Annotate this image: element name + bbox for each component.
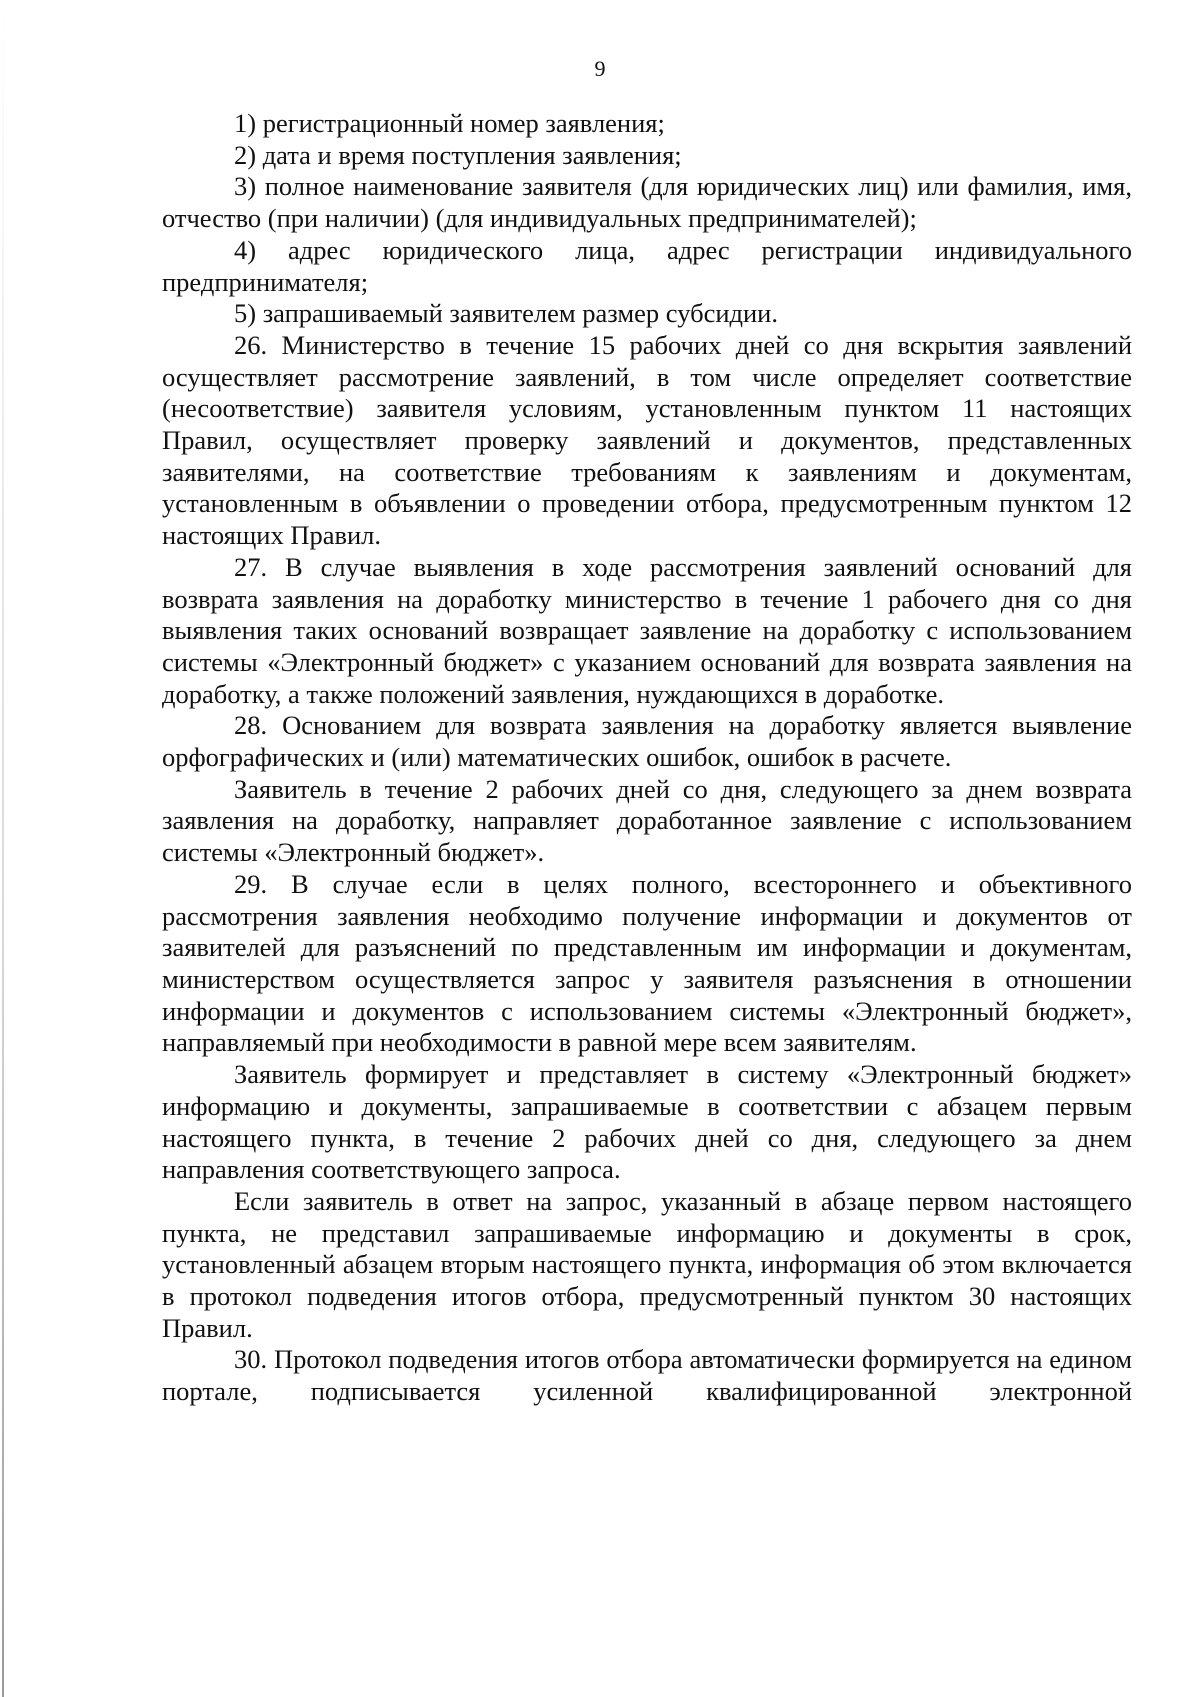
list-item-registration-number: 1) регистрационный номер заявления; — [234, 108, 665, 138]
paragraph-30: 30. Протокол подведения итогов отбора автоматически формируется на едином портале, подписывается усиленной квалифицированной электронной — [162, 1344, 1132, 1407]
list-item-date-time: 2) дата и время поступления заявления; — [234, 139, 682, 170]
list-item-address: 4) адрес юридического лица, адрес регистрации индивидуального предпринимателя; — [162, 234, 1132, 297]
paragraph-28: 28. Основанием для возврата заявления на доработку является выявление орфографических и (или) математических ошибок, ошибок в расчете. — [162, 710, 1132, 773]
scan-edge-shadow — [2, 0, 4, 1697]
document-body — [162, 108, 1132, 1408]
list-item-applicant-name: 3) полное наименование заявителя (для юридических лиц) или фамилия, имя, отчество (при наличии) (для индивидуальных предпринимателей); — [162, 171, 1132, 234]
paragraph-29-applicant: Заявитель формирует и представляет в систему «Электронный бюджет» информацию и документы, запрашиваемые в соответствии с абзацем первым настоящего пункта, в течение 2 рабочих дней со дня, следующего за днем направления соответствующего запроса. — [162, 1059, 1132, 1185]
page-number: 9 — [594, 56, 606, 81]
paragraph-29: 29. В случае если в целях полного, всестороннего и объективного рассмотрения заявления необходимо получение информации и документов от заявителей для разъяснений по представленным им информации и документам, министерством осуществляется запрос у заявителя разъяснения в отношении информации и документов с использованием системы «Электронный бюджет», направляемый при необходимости в равной мере всем заявителям. — [162, 868, 1132, 1058]
list-item-subsidy-amount: 5) запрашиваемый заявителем размер субсидии. — [234, 298, 778, 329]
paragraph-28-applicant: Заявитель в течение 2 рабочих дней со дня, следующего за днем возврата заявления на доработку, направляет доработанное заявление с использованием системы «Электронный бюджет». — [162, 773, 1132, 868]
paragraph-29-no-response: Если заявитель в ответ на запрос, указанный в абзаце первом настоящего пункта, не представил запрашиваемые информацию и документы в срок, установленный абзацем вторым настоящего пункта, информация об этом включается в протокол подведения итогов отбора, предусмотренный пунктом 30 настоящих Правил. — [162, 1185, 1132, 1343]
paragraph-27: 27. В случае выявления в ходе рассмотрения заявлений оснований для возврата заявления на доработку министерство в течение 1 рабочего дня со дня выявления таких оснований возвращает заявление на доработку с использованием системы «Электронный бюджет» с указанием оснований для возврата заявления на доработку, а также положений заявления, нуждающихся в доработке. — [162, 551, 1132, 709]
paragraph-26: 26. Министерство в течение 15 рабочих дней со дня вскрытия заявлений осуществляет рассмотрение заявлений, в том числе определяет соответствие (несоответствие) заявителя условиям, установленным пунктом 11 настоящих Правил, осуществляет проверку заявлений и документов, представленных заявителями, на соответствие требованиям к заявлениям и документам, установленным в объявлении о проведении отбора, предусмотренным пунктом 12 настоящих Правил. — [162, 329, 1132, 551]
